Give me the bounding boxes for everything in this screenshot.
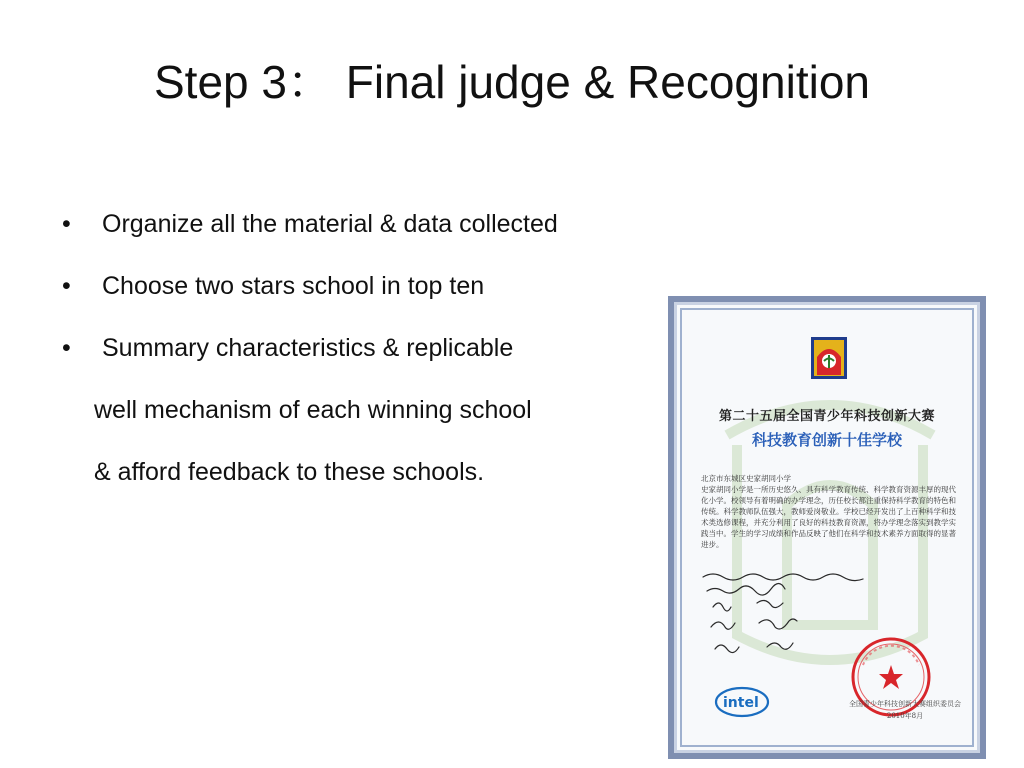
certificate-paper bbox=[674, 302, 980, 753]
certificate-subheading: 科技教育创新十佳学校 bbox=[751, 431, 902, 449]
emblem-icon bbox=[809, 335, 849, 381]
certificate-image bbox=[668, 296, 986, 759]
bullet-item bbox=[62, 264, 682, 326]
svg-text:intel: intel bbox=[723, 695, 759, 711]
bullet-text: Choose two stars school in top ten bbox=[102, 272, 485, 300]
bullet-text: Organize all the material & data collected bbox=[102, 210, 558, 238]
bullet-continuation-line: & afford feedback to these schools. bbox=[94, 458, 485, 486]
bullet-item bbox=[62, 202, 682, 264]
bullet-marker: • bbox=[62, 210, 71, 238]
bullet-continuation-line: well mechanism of each winning school bbox=[94, 396, 532, 424]
bullet-text: Summary characteristics & replicable bbox=[102, 334, 514, 362]
slide-title: Step 3： Final judge & Recognition bbox=[154, 56, 870, 108]
bullet-marker: • bbox=[62, 272, 71, 300]
certificate-organizer: 全国青少年科技创新大赛组织委员会 bbox=[849, 700, 961, 708]
bullet-list bbox=[62, 202, 682, 512]
intel-logo bbox=[713, 685, 771, 719]
bullet-item bbox=[62, 326, 682, 388]
certificate-body-text: 史家胡同小学是一所历史悠久、具有科学教育传统、科学教育资源丰厚的现代化小学。校领导有着明确的办学理念，历任校长都注重保持科学教育的特色和传统。科学教师队伍强大，教师爱岗敬业。学校已经开发出了上百种科学和技术类选修课程，并充分利用了良好的科技教育资源，将办学理念落实到教学实践当中。学生的学习成绩和作品反映了他们在科学和技术素养方面取得的显著进步。 bbox=[701, 485, 956, 549]
certificate-heading: 第二十五届全国青少年科技创新大赛 bbox=[718, 409, 935, 424]
bullet-marker: • bbox=[62, 334, 71, 362]
certificate-date: 2010年8月 bbox=[886, 712, 924, 720]
certificate-school-name: 北京市东城区史家胡同小学 bbox=[701, 474, 791, 483]
